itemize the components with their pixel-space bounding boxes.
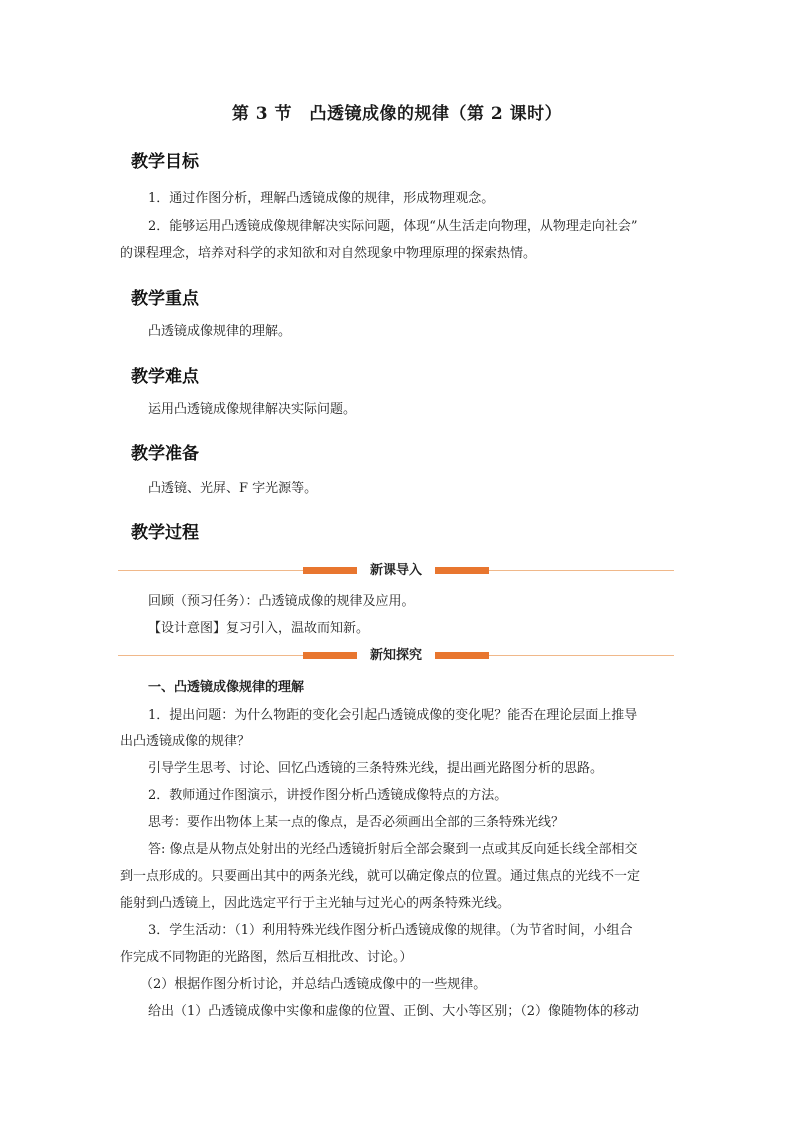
section-heading-label: 教学准备 — [131, 444, 199, 464]
section-heading-label: 教学难点 — [131, 367, 199, 387]
intro-line-2: 【设计意图】复习引入，温故而知新。 — [148, 621, 370, 636]
divider-label: 新知探究 — [369, 648, 422, 663]
explore-line-1: 1．提出问题：为什么物距的变化会引起凸透镜成像的变化呢？能否在理论层面上推导 — [148, 708, 638, 723]
goal-item-1: 1．通过作图分析，理解凸透镜成像的规律，形成物理观念。 — [148, 191, 495, 206]
explore-line-9: 3．学生活动：（1）利用特殊光线作图分析凸透镜成像的规律。（为节省时间，小组合 — [148, 923, 633, 938]
section-heading-difficulty — [127, 366, 203, 388]
section-heading-goals — [127, 151, 203, 173]
explore-line-6: 答: 像点是从物点处射出的光经凸透镜折射后全部会聚到一点或其反向延长线全部相交 — [148, 842, 638, 857]
explore-line-5: 思考：要作出物体上某一点的像点，是否必须画出全部的三条特殊光线？ — [148, 815, 565, 830]
divider-label: 新课导入 — [369, 563, 422, 578]
section-heading-label: 教学过程 — [131, 523, 199, 543]
section-heading-focus — [127, 288, 203, 310]
explore-line-12: 给出（1）凸透镜成像中实像和虚像的位置、正倒、大小等区别；（2）像随物体的移动 — [148, 1004, 640, 1019]
divider-intro — [118, 561, 674, 581]
explore-line-2: 出凸透镜成像的规律？ — [120, 734, 251, 749]
explore-line-7: 到一点形成的。只要画出其中的两条光线，就可以确定像点的位置。通过焦点的光线不一定 — [120, 869, 641, 884]
explore-line-4: 2．教师通过作图演示，讲授作图分析凸透镜成像特点的方法。 — [148, 788, 508, 803]
goal-item-2: 2．能够运用凸透镜成像规律解决实际问题，体现“从生活走向物理，从物理走向社会” — [148, 219, 638, 234]
section-heading-label: 教学重点 — [131, 289, 199, 309]
goal-item-2-cont: 的课程理念，培养对科学的求知欲和对自然现象中物理原理的探索热情。 — [120, 246, 537, 261]
explore-subheading: 一、凸透镜成像规律的理解 — [148, 680, 305, 695]
page-title: 第 3 节 凸透镜成像的规律（第 2 课时） — [231, 104, 563, 124]
focus-text: 凸透镜成像规律的理解。 — [148, 324, 292, 339]
explore-line-3: 引导学生思考、讨论、回忆凸透镜的三条特殊光线，提出画光路图分析的思路。 — [148, 761, 604, 776]
explore-line-11: （2）根据作图分析讨论，并总结凸透镜成像中的一些规律。 — [140, 977, 487, 992]
section-heading-process — [127, 522, 203, 544]
difficulty-text: 运用凸透镜成像规律解决实际问题。 — [148, 402, 357, 417]
explore-line-8: 能射到凸透镜上，因此选定平行于主光轴与过光心的两条特殊光线。 — [120, 896, 511, 911]
intro-line-1: 回顾（预习任务）：凸透镜成像的规律及应用。 — [148, 594, 415, 609]
preparation-text: 凸透镜、光屏、F 字光源等。 — [148, 481, 318, 496]
section-heading-label: 教学目标 — [131, 152, 199, 172]
explore-line-10: 作完成不同物距的光路图，然后互相批改、讨论。） — [120, 950, 413, 965]
section-heading-preparation — [127, 443, 203, 465]
divider-explore — [118, 646, 674, 666]
